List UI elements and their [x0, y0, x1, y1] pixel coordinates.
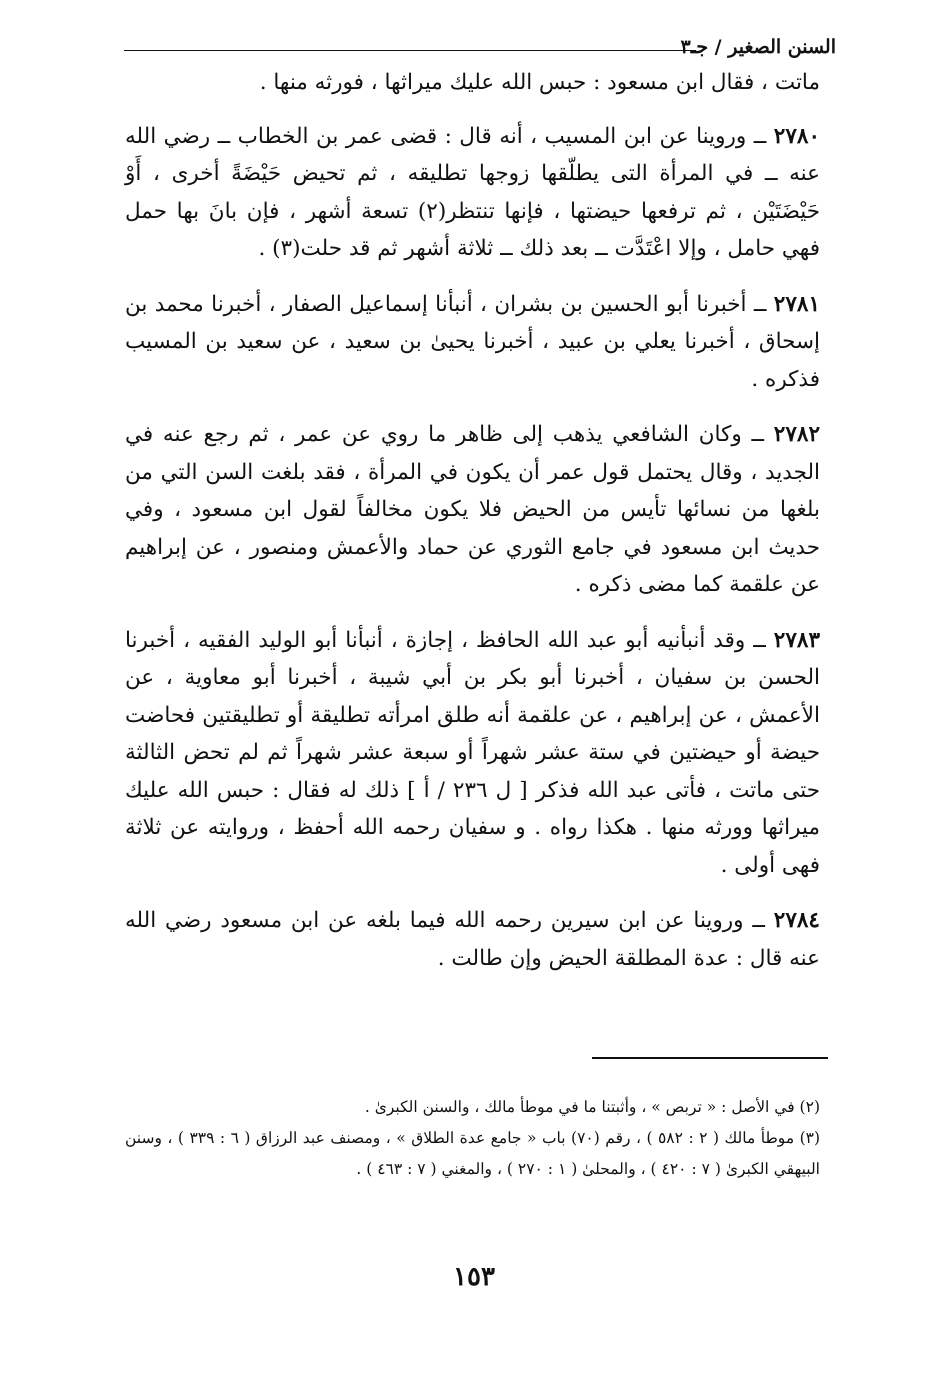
- hadith-number: ٢٧٨٤: [773, 908, 820, 933]
- hadith-entry-2780: ٢٧٨٠ ــ وروينا عن ابن المسيب ، أنه قال : قضى عمر بن الخطاب ــ رضي الله عنه ــ في المرأة التى يطلّقها زوجها تطليقه ، ثم تحيض حَيْضَةً أخرى ، أَوْ حَيْضَتَيْن ، ثم ترفعها حيضتها ، فإنها تنتظر(٢) تسعة أشهر ، فإن بانَ بها حمل فهي حامل ، وإلا اعْتَدَّت ــ بعد ذلك ــ ثلاثة أشهر ثم قد حلت(٣) .: [125, 123, 820, 261]
- hadith-entry-2781: ٢٧٨١ ــ أخبرنا أبو الحسين بن بشران ، أنبأنا إسماعيل الصفار ، أخبرنا محمد بن إسحاق ، أخبرنا يعلي بن عبيد ، أخبرنا يحيىٰ بن سعيد ، عن سعيد بن المسيب فذكره .: [125, 291, 820, 392]
- hadith-number: ٢٧٨٢: [773, 422, 820, 447]
- hadith-number: ٢٧٨٣: [773, 627, 820, 653]
- hadith-text: وروينا عن ابن المسيب ، أنه قال : قضى عمر بن الخطاب ــ رضي الله عنه ــ في المرأة التى يطلّقها زوجها تطليقه ، ثم تحيض حَيْضَةً أخرى ، أَوْ حَيْضَتَيْن ، ثم ترفعها حيضتها ، فإنها تنتظر(٢) تسعة أشهر ، فإن بانَ بها حمل فهي حامل ، وإلا اعْتَدَّت ــ بعد ذلك ــ ثلاثة أشهر ثم قد حلت(٣) .: [125, 123, 820, 261]
- running-title: السنن الصغير / جـ٣: [680, 36, 836, 58]
- hadith-entry-2784: ٢٧٨٤ ــ وروينا عن ابن سيرين رحمه الله فيما بلغه عن ابن مسعود رضي الله عنه قال : عدة المطلقة الحيض وإن طالت .: [125, 908, 820, 971]
- hadith-number: ٢٧٨١: [773, 291, 820, 317]
- footnotes: [125, 1092, 820, 1185]
- hadith-text: وكان الشافعي يذهب إلى ظاهر ما روي عن عمر ، ثم رجع عنه في الجديد ، وقال يحتمل قول عمر أن يكون في المرأة ، فقد بلغت السن التي من بلغها من نسائها تأيس من الحيض فلا يكون مخالفاً لقول ابن مسعود ، وفي حديث ابن مسعود في جامع الثوري عن حماد والأعمش ومنصور ، عن إبراهيم عن علقمة كما مضى ذكره .: [125, 422, 820, 597]
- footnote-rule: [592, 1057, 828, 1059]
- hadith-entry-2782: ٢٧٨٢ ــ وكان الشافعي يذهب إلى ظاهر ما روي عن عمر ، ثم رجع عنه في الجديد ، وقال يحتمل قول عمر أن يكون في المرأة ، فقد بلغت السن التي من بلغها من نسائها تأيس من الحيض فلا يكون مخالفاً لقول ابن مسعود ، وفي حديث ابن مسعود في جامع الثوري عن حماد والأعمش ومنصور ، عن إبراهيم عن علقمة كما مضى ذكره .: [125, 422, 820, 597]
- footnote-3: (٣) موطأ مالك ( ٢ : ٥٨٢ ) ، رقم (٧٠) باب « جامع عدة الطلاق » ، ومصنف عبد الرزاق ( ٦ : ٣٣٩ ) ، وسنن البيهقي الكبرىٰ ( ٧ : ٤٢٠ ) ، والمحلىٰ ( ١ : ٢٧٠ ) ، والمغني ( ٧ : ٤٦٣ ) .: [125, 1129, 821, 1178]
- continuation-paragraph: ماتت ، فقال ابن مسعود : حبس الله عليك ميراثها ، فورثه منها .: [259, 70, 820, 95]
- hadith-entry-2783: ٢٧٨٣ ــ وقد أنبأنيه أبو عبد الله الحافظ ، إجازة ، أنبأنا أبو الوليد الفقيه ، أخبرنا الحسن بن سفيان ، أخبرنا أبو بكر بن أبي شيبة ، أخبرنا أبو معاوية ، عن الأعمش ، عن إبراهيم ، عن علقمة أنه طلق امرأته تطليقة أو تطليقتين فحاضت حيضة أو حيضتين في ستة عشر شهراً أو سبعة عشر شهراً ثم لم تحض الثالثة حتى ماتت ، فأتى عبد الله فذكر [ ل ٢٣٦ / أ ] ذلك له فقال : حبس الله عليك ميراثها وورثه منها . هكذا رواه . و سفيان رحمه الله أحفظ ، وروايته عن ثلاثة فهى أولى .: [125, 627, 821, 878]
- header-rule: [124, 50, 696, 51]
- hadith-text: أخبرنا أبو الحسين بن بشران ، أنبأنا إسماعيل الصفار ، أخبرنا محمد بن إسحاق ، أخبرنا يعلي بن عبيد ، أخبرنا يحيىٰ بن سعيد ، عن سعيد بن المسيب فذكره .: [125, 291, 820, 392]
- footnote-2: (٢) في الأصل : « تربص » ، وأثبتنا ما في موطأ مالك ، والسنن الكبرىٰ .: [364, 1098, 820, 1116]
- hadith-text: وقد أنبأنيه أبو عبد الله الحافظ ، إجازة ، أنبأنا أبو الوليد الفقيه ، أخبرنا الحسن بن سفيان ، أخبرنا أبو بكر بن أبي شيبة ، أخبرنا أبو معاوية ، عن الأعمش ، عن إبراهيم ، عن علقمة أنه طلق امرأته تطليقة أو تطليقتين فحاضت حيضة أو حيضتين في ستة عشر شهراً أو سبعة عشر شهراً ثم لم تحض الثالثة حتى ماتت ، فأتى عبد الله فذكر [ ل ٢٣٦ / أ ] ذلك له فقال : حبس الله عليك ميراثها وورثه منها . هكذا رواه . و سفيان رحمه الله أحفظ ، وروايته عن ثلاثة فهى أولى .: [125, 627, 821, 878]
- main-text: [125, 64, 820, 995]
- page-number: ١٥٣: [453, 1262, 495, 1292]
- hadith-text: وروينا عن ابن سيرين رحمه الله فيما بلغه عن ابن مسعود رضي الله عنه قال : عدة المطلقة الحيض وإن طالت .: [125, 908, 820, 971]
- hadith-number: ٢٧٨٠: [773, 123, 820, 149]
